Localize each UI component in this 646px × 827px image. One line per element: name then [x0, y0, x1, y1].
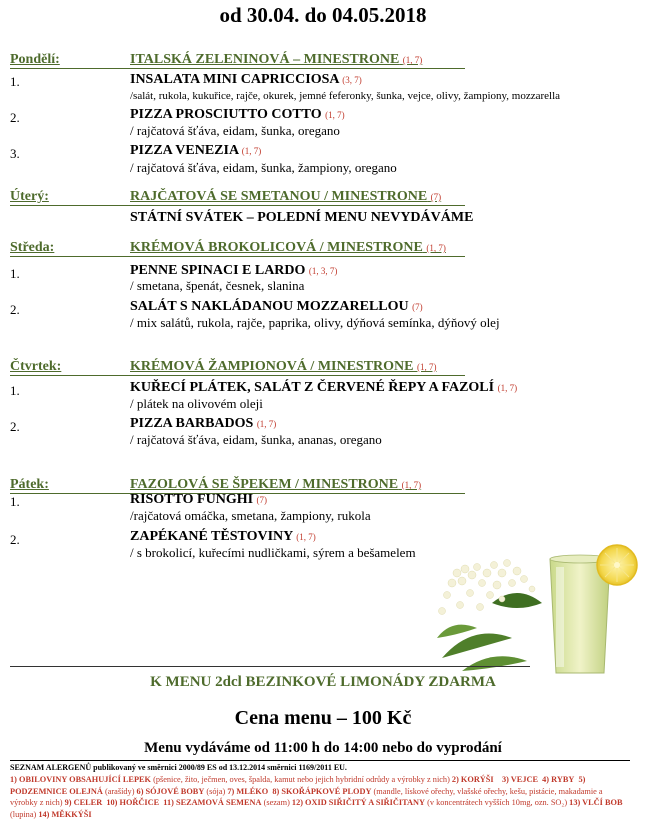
elderflower-lemonade-photo: [432, 543, 646, 678]
allergen-4: 4) RYBY: [542, 775, 575, 784]
item-number: 1.: [10, 494, 20, 509]
allergen-10: 10) HOŘČICE: [106, 798, 160, 807]
item-name: KUŘECÍ PLÁTEK, SALÁT Z ČERVENÉ ŘEPY A FAZOLÍ (1, 7): [130, 380, 518, 395]
item-number: 1.: [10, 383, 20, 398]
item-description: / rajčatová šťáva, eidam, šunka, žampiony, oregano: [130, 160, 397, 175]
soup-tuesday: RAJČATOVÁ SE SMETANOU / MINESTRONE (7): [130, 189, 442, 204]
day-label-monday: Pondělí:: [10, 52, 60, 67]
allergen-8: 8) SKOŘÁPKOVÉ PLODY (mandle, lískové ořechy, vlašské ořechy, kešu, pistácie, makadamie a výrobky z nich): [10, 786, 603, 807]
item-name: PENNE SPINACI E LARDO (1, 3, 7): [130, 263, 338, 278]
item-name: PIZZA PROSCIUTTO COTTO (1, 7): [130, 107, 345, 122]
soup-allergens: (1, 7): [402, 55, 423, 65]
item-name: SALÁT S NAKLÁDANOU MOZZARELLOU (7): [130, 299, 423, 314]
menu-title: od 30.04. do 04.05.2018: [219, 3, 427, 27]
item-description: /salát, rukola, kukuřice, rajče, okurek, jemné feferonky, šunka, vejce, olivy, žampiony, mozzarella: [130, 90, 561, 102]
allergen-6: 6) SÓJOVÉ BOBY (sója): [136, 786, 226, 796]
day-label-friday: Pátek:: [10, 477, 49, 492]
soup-allergens: (1, 7): [426, 243, 446, 253]
allergen-3: 3) VEJCE: [501, 775, 538, 784]
allergen-list-header: SEZNAM ALERGENŮ publikovaný ve směrnici 2000/89 ES od 13.12.2014 směrnici 1169/2011 EU.: [10, 763, 347, 772]
allergen-9: 9) CELER: [64, 798, 103, 807]
item-allergens: (1, 7): [256, 419, 277, 429]
item-description: / mix salátů, rukola, rajče, paprika, olivy, dýňová semínka, dýňový olej: [130, 315, 500, 330]
divider: [10, 205, 465, 206]
item-allergens: (1, 7): [325, 110, 345, 120]
allergen-list: [10, 774, 630, 820]
item-name: ZAPÉKANÉ TĚSTOVINY (1, 7): [130, 529, 316, 544]
item-allergens: (7): [256, 495, 268, 505]
allergen-5: 5) PODZEMNICE OLEJNÁ (arašídy): [10, 775, 586, 796]
divider: [10, 375, 465, 376]
item-description: /rajčatová omáčka, smetana, žampiony, rukola: [130, 508, 371, 523]
free-lemonade-promo: K MENU 2dcl BEZINKOVÉ LIMONÁDY ZDARMA: [150, 674, 496, 690]
item-allergens: (1, 3, 7): [308, 266, 338, 276]
item-number: 1.: [10, 74, 20, 89]
day-label-tuesday: Úterý:: [10, 189, 49, 204]
item-number: 1.: [10, 266, 20, 281]
item-name: PIZZA BARBADOS (1, 7): [130, 416, 277, 431]
divider: [10, 666, 530, 667]
divider: [10, 68, 465, 69]
item-allergens: (1, 7): [296, 532, 316, 542]
item-description: / plátek na olivovém oleji: [130, 396, 263, 411]
item-number: 3.: [10, 146, 20, 161]
day-label-wednesday: Středa:: [10, 240, 55, 255]
soup-monday: ITALSKÁ ZELENINOVÁ – MINESTRONE (1, 7): [130, 52, 423, 67]
allergen-12: 12) OXID SIŘIČITÝ A SIŘIČITANY (v koncentrátech vyšších 10mg, ozn. SO₂): [291, 798, 568, 807]
item-number: 2.: [10, 302, 20, 317]
item-allergens: (1, 7): [497, 383, 518, 393]
item-description: / rajčatová šťáva, eidam, šunka, ananas, oregano: [130, 432, 382, 447]
item-name: PIZZA VENEZIA (1, 7): [130, 143, 262, 158]
item-allergens: (3, 7): [342, 75, 362, 85]
menu-price: Cena menu – 100 Kč: [234, 707, 412, 729]
item-name: INSALATA MINI CAPRICCIOSA (3, 7): [130, 72, 362, 87]
soup-allergens: (7): [430, 192, 442, 202]
serving-hours: Menu vydáváme od 11:00 h do 14:00 nebo do vyprodání: [144, 740, 502, 756]
allergen-14: 14) MĚKKÝŠI: [38, 809, 92, 819]
item-description: / s brokolicí, kuřecími nudličkami, sýrem a bešamelem: [130, 545, 416, 560]
item-allergens: (7): [412, 302, 423, 312]
item-number: 2.: [10, 110, 20, 125]
item-description: / rajčatová šťáva, eidam, šunka, oregano: [130, 123, 340, 138]
soup-thursday: KRÉMOVÁ ŽAMPIONOVÁ / MINESTRONE (1, 7): [130, 359, 437, 374]
divider: [10, 760, 630, 761]
item-allergens: (1, 7): [241, 146, 262, 156]
allergen-13: 13) VLČÍ BOB (lupina): [10, 798, 623, 819]
item-number: 2.: [10, 532, 20, 547]
allergen-2: 2) KORÝŠI: [451, 775, 494, 784]
divider: [10, 256, 465, 257]
allergen-11: 11) SEZAMOVÁ SEMENA (sezam): [163, 798, 290, 807]
allergen-7: 7) MLÉKO: [227, 786, 269, 796]
item-description: / smetana, špenát, česnek, slanina: [130, 278, 305, 293]
soup-allergens: (1, 7): [401, 480, 422, 490]
holiday-notice: STÁTNÍ SVÁTEK – POLEDNÍ MENU NEVYDÁVÁME: [130, 210, 474, 225]
allergen-1: 1) OBILOVINY OBSAHUJÍCÍ LEPEK (pšenice, žito, ječmen, oves, špalda, kamut nebo jejich hybridní odrůdy a výrobky z nich): [10, 775, 450, 784]
item-number: 2.: [10, 419, 20, 434]
item-name: RISOTTO FUNGHI (7): [130, 492, 268, 507]
soup-allergens: (1, 7): [417, 362, 437, 372]
day-label-thursday: Čtvrtek:: [10, 359, 62, 374]
soup-wednesday: KRÉMOVÁ BROKOLICOVÁ / MINESTRONE (1, 7): [130, 240, 446, 255]
soup-friday: FAZOLOVÁ SE ŠPEKEM / MINESTRONE (1, 7): [130, 477, 422, 492]
